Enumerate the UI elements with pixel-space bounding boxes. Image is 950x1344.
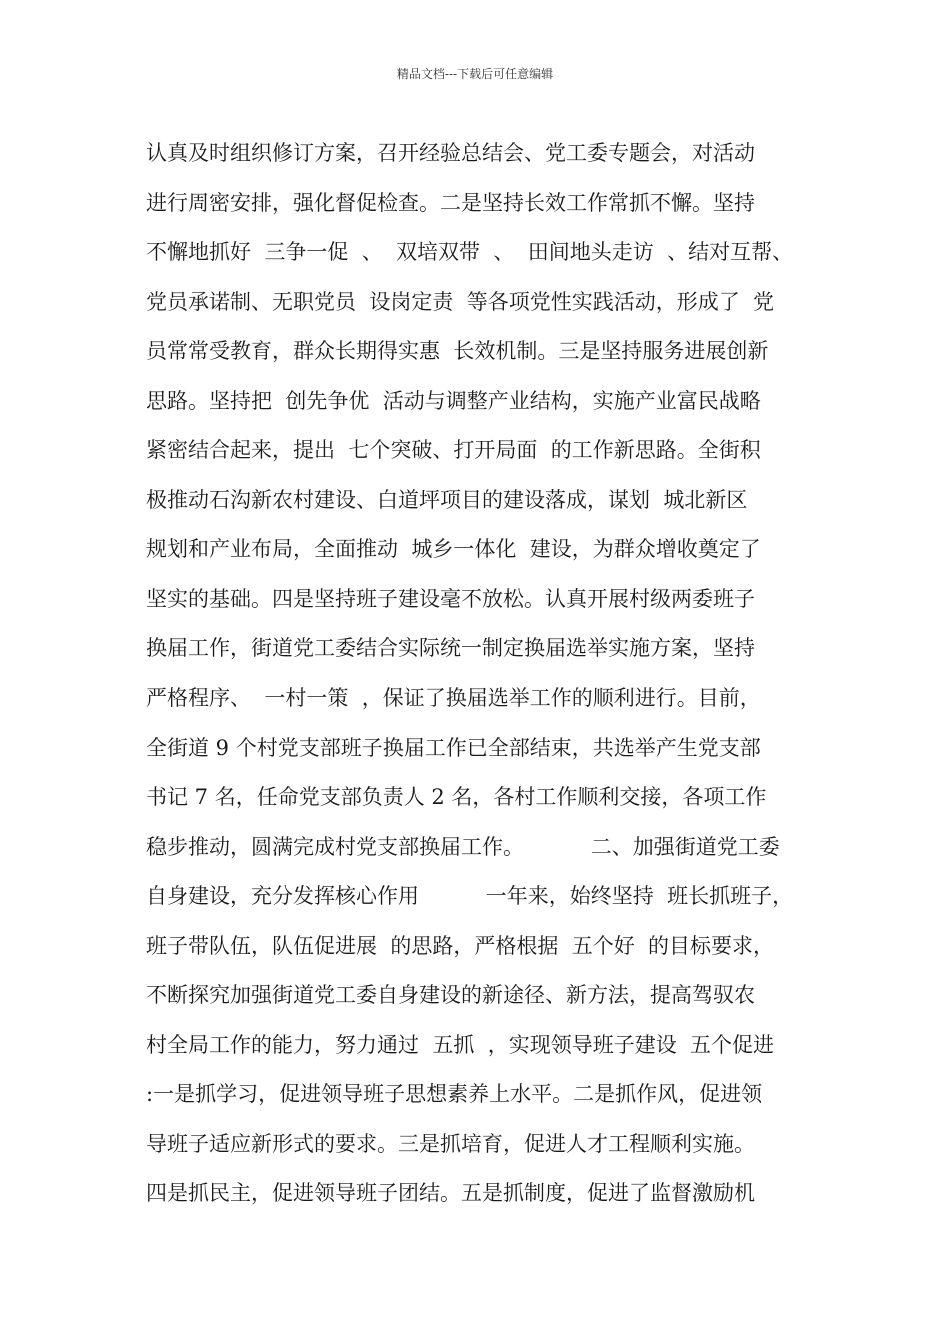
- text-line: 严格程序、 一村一策 ，保证了换届选举工作的顺利进行。目前，: [146, 686, 761, 711]
- text-line: 村全局工作的能力，努力通过 五抓 ，实现领导班子建设 五个促进: [146, 1032, 775, 1057]
- text-line: 自身建设，充分发挥核心作用 一年来，始终坚持 班长抓班子，: [146, 884, 794, 909]
- page-header: 精品文档---下载后可任意编辑: [396, 67, 554, 81]
- text-line: 极推动石沟新农村建设、白道坪项目的建设落成，谋划 城北新区: [146, 487, 748, 512]
- text-line: 认真及时组织修订方案，召开经验总结会、党工委专题会，对活动: [146, 141, 755, 165]
- text-line: 党员承诺制、无职党员 设岗定责 等各项党性实践活动，形成了 党: [146, 289, 775, 314]
- text-line: 班子带队伍，队伍促进展 的思路，严格根据 五个好 的目标要求，: [146, 933, 775, 958]
- text-line: 导班子适应新形式的要求。三是抓培育，促进人才工程顺利实施。: [146, 1131, 755, 1156]
- text-line: 紧密结合起来，提出 七个突破、打开局面 的工作新思路。全街积: [146, 438, 761, 463]
- text-line: 进行周密安排，强化督促检查。二是坚持长效工作常抓不懈。坚持: [146, 190, 755, 215]
- text-line: 书记 7 名，任命党支部负责人 2 名，各村工作顺利交接，各项工作: [146, 785, 767, 810]
- text-line: 四是抓民主，促进领导班子团结。五是抓制度，促进了监督激励机: [146, 1181, 755, 1206]
- text-line: 坚实的基础。四是坚持班子建设毫不放松。认真开展村级两委班子: [146, 586, 755, 611]
- text-line: 稳步推动，圆满完成村党支部换届工作。 二、加强街道党工委: [146, 834, 780, 859]
- text-line: 不断探究加强街道党工委自身建设的新途径、新方法，提高驾驭农: [146, 983, 755, 1008]
- text-line: 思路。坚持把 创先争优 活动与调整产业结构，实施产业富民战略: [146, 388, 761, 413]
- text-line: 换届工作，街道党工委结合实际统一制定换届选举实施方案，坚持: [146, 636, 755, 661]
- document-body: [146, 129, 836, 1219]
- text-line: 全街道 9 个村党支部班子换届工作已全部结束，共选举产生党支部: [146, 735, 761, 760]
- text-line: :一是抓学习，促进领导班子思想素养上水平。二是抓作风，促进领: [146, 1082, 763, 1107]
- text-line: 员常常受教育，群众长期得实惠 长效机制。三是坚持服务进展创新: [146, 339, 769, 364]
- text-line: 规划和产业布局，全面推动 城乡一体化 建设，为群众增收奠定了: [146, 537, 761, 562]
- text-line: 不懈地抓好 三争一促 、 双培双带 、 田间地头走访 、结对互帮、: [146, 240, 794, 265]
